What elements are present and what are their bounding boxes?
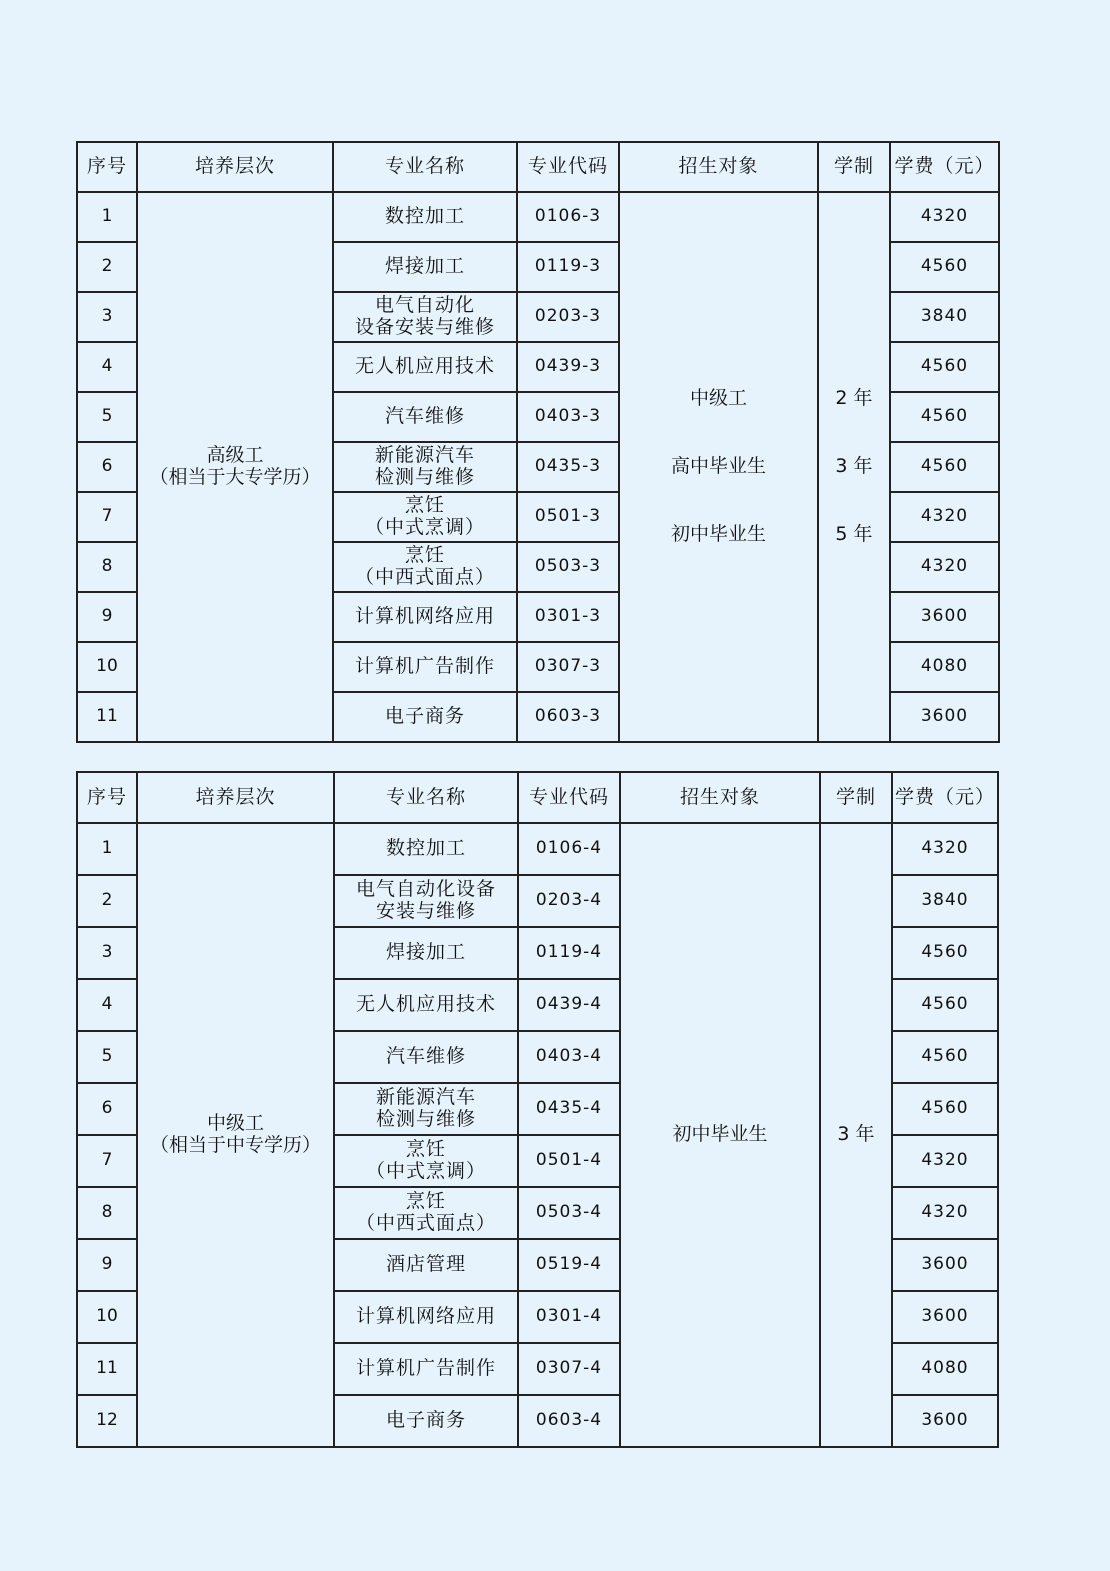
header-major: 专业名称 [334, 772, 518, 823]
major-code: 0203-3 [517, 292, 619, 342]
header-code: 专业代码 [517, 142, 619, 192]
header-major: 专业名称 [333, 142, 517, 192]
major-name-cell [334, 1395, 518, 1447]
major-code: 0603-3 [517, 692, 619, 742]
major-name-cell [333, 392, 517, 442]
tuition-fee: 4560 [890, 392, 999, 442]
major-code: 0435-3 [517, 442, 619, 492]
training-level-line: 高级工 [206, 444, 264, 467]
tuition-fee: 4320 [892, 1135, 998, 1187]
row-number: 1 [77, 823, 137, 875]
major-code: 0301-4 [518, 1291, 620, 1343]
tuition-fee: 4320 [890, 542, 999, 592]
row-number: 6 [77, 1083, 137, 1135]
tuition-fee: 3600 [892, 1395, 998, 1447]
major-name-line: 电气自动化设备 [355, 878, 496, 901]
tuition-fee: 3600 [892, 1291, 998, 1343]
tuition-fee: 3600 [890, 692, 999, 742]
enrollment-target-cell [619, 192, 818, 742]
senior-table-body [77, 192, 999, 742]
major-name-line: 无人机应用技术 [354, 355, 495, 378]
major-name-line: 焊接加工 [385, 941, 466, 964]
row-number: 11 [77, 1343, 137, 1395]
enrollment-target-line: 初中毕业生 [670, 522, 766, 545]
header-duration: 学制 [818, 142, 890, 192]
major-name-line: 无人机应用技术 [355, 993, 496, 1016]
major-code: 0439-3 [517, 342, 619, 392]
row-number: 11 [77, 692, 137, 742]
row-number: 10 [77, 1291, 137, 1343]
major-name-cell [334, 875, 518, 927]
tuition-fee: 3840 [890, 292, 999, 342]
tuition-fee: 3840 [892, 875, 998, 927]
major-code: 0119-3 [517, 242, 619, 292]
major-name-cell [334, 1291, 518, 1343]
row-number: 3 [77, 927, 137, 979]
row-number: 6 [77, 442, 137, 492]
row-number: 7 [77, 492, 137, 542]
major-name-cell [334, 927, 518, 979]
major-code: 0301-3 [517, 592, 619, 642]
major-name-cell [333, 492, 517, 542]
header-duration: 学制 [820, 772, 892, 823]
major-name-cell [334, 1239, 518, 1291]
major-name-line: 焊接加工 [384, 255, 465, 278]
header-fee: 学费（元） [890, 142, 999, 192]
tuition-fee: 4560 [892, 1083, 998, 1135]
major-code: 0106-3 [517, 192, 619, 242]
major-name-line: （中式烹调） [365, 1160, 486, 1182]
major-code: 0519-4 [518, 1239, 620, 1291]
middle-level-fee-table [76, 771, 999, 1448]
header-row [77, 772, 998, 823]
major-name-line: 新能源汽车 [375, 1086, 476, 1109]
major-name-line: 计算机广告制作 [355, 1357, 496, 1380]
major-name-cell [334, 1343, 518, 1395]
major-name-cell [333, 292, 517, 342]
major-name-cell [333, 542, 517, 592]
row-number: 3 [77, 292, 137, 342]
major-name-line: 汽车维修 [384, 405, 465, 428]
major-name-line: 设备安装与维修 [354, 316, 495, 338]
tuition-fee: 4080 [890, 642, 999, 692]
header-level: 培养层次 [137, 772, 334, 823]
row-number: 9 [77, 592, 137, 642]
header-code: 专业代码 [518, 772, 620, 823]
major-name-line: （中西式面点） [355, 1212, 496, 1234]
major-name-cell [333, 192, 517, 242]
tuition-fee: 4320 [892, 823, 998, 875]
major-name-cell [333, 692, 517, 742]
senior-level-fee-table [76, 141, 1000, 743]
major-code: 0403-4 [518, 1031, 620, 1083]
header-seq: 序号 [77, 772, 137, 823]
middle-table-body [77, 823, 998, 1447]
major-name-line: 电子商务 [385, 1409, 466, 1432]
row-number: 8 [77, 1187, 137, 1239]
header-fee: 学费（元） [892, 772, 998, 823]
major-name-cell [334, 1187, 518, 1239]
major-code: 0106-4 [518, 823, 620, 875]
enrollment-target-line: 高中毕业生 [670, 455, 766, 478]
major-name-line: 电子商务 [384, 705, 465, 728]
major-name-cell [333, 342, 517, 392]
major-name-line: 电气自动化 [374, 294, 475, 317]
row-number: 5 [77, 392, 137, 442]
tuition-fee: 3600 [892, 1239, 998, 1291]
row-number: 10 [77, 642, 137, 692]
tuition-fee: 4320 [890, 492, 999, 542]
duration-line: 5 年 [835, 522, 873, 545]
tuition-fee: 4560 [890, 242, 999, 292]
line-gap [620, 410, 817, 456]
line-gap [620, 478, 817, 524]
duration-cell [820, 823, 892, 1447]
major-code: 0203-4 [518, 875, 620, 927]
major-name-line: 烹饪 [404, 544, 445, 567]
row-number: 9 [77, 1239, 137, 1291]
row-number: 8 [77, 542, 137, 592]
training-level-cell [137, 192, 333, 742]
major-name-line: （中西式面点） [354, 566, 495, 588]
major-code: 0435-4 [518, 1083, 620, 1135]
header-seq: 序号 [77, 142, 137, 192]
table-row [77, 192, 999, 242]
duration-line: 2 年 [835, 387, 873, 410]
major-name-line: 计算机网络应用 [355, 1305, 496, 1328]
tuition-fee: 3600 [890, 592, 999, 642]
row-number: 12 [77, 1395, 137, 1447]
tuition-fee: 4560 [892, 979, 998, 1031]
header-target: 招生对象 [619, 142, 818, 192]
major-name-cell [334, 1031, 518, 1083]
tuition-fee: 4560 [892, 1031, 998, 1083]
tuition-fee: 4320 [892, 1187, 998, 1239]
training-level-line: （相当于大专学历） [149, 466, 321, 488]
duration-cell [818, 192, 890, 742]
major-name-line: （中式烹调） [364, 516, 485, 538]
major-name-cell [333, 242, 517, 292]
major-code: 0503-3 [517, 542, 619, 592]
training-level-line: （相当于中专学历） [149, 1134, 321, 1156]
major-name-line: 检测与维修 [374, 466, 475, 488]
major-name-line: 安装与维修 [375, 900, 476, 922]
major-name-line: 酒店管理 [385, 1253, 466, 1276]
major-code: 0439-4 [518, 979, 620, 1031]
tuition-fee: 4320 [890, 192, 999, 242]
tuition-fee: 4560 [890, 342, 999, 392]
row-number: 1 [77, 192, 137, 242]
tuition-fee: 4080 [892, 1343, 998, 1395]
line-gap [819, 478, 889, 524]
major-name-line: 数控加工 [385, 837, 466, 860]
major-name-line: 汽车维修 [385, 1045, 466, 1068]
major-name-cell [334, 1083, 518, 1135]
major-name-line: 烹饪 [405, 1190, 446, 1213]
major-code: 0307-4 [518, 1343, 620, 1395]
major-name-line: 烹饪 [405, 1138, 446, 1161]
enrollment-target-line: 中级工 [689, 387, 747, 410]
major-name-cell [334, 979, 518, 1031]
major-code: 0503-4 [518, 1187, 620, 1239]
major-name-line: 检测与维修 [375, 1108, 476, 1130]
row-number: 4 [77, 342, 137, 392]
major-name-cell [333, 442, 517, 492]
header-row [77, 142, 999, 192]
header-target: 招生对象 [620, 772, 820, 823]
major-code: 0307-3 [517, 642, 619, 692]
major-name-line: 烹饪 [404, 494, 445, 517]
major-name-cell [334, 823, 518, 875]
major-name-cell [333, 642, 517, 692]
table-row [77, 823, 998, 875]
major-name-line: 新能源汽车 [374, 444, 475, 467]
row-number: 5 [77, 1031, 137, 1083]
enrollment-target-cell [620, 823, 820, 1447]
row-number: 7 [77, 1135, 137, 1187]
major-name-line: 计算机广告制作 [354, 655, 495, 678]
header-level: 培养层次 [137, 142, 333, 192]
major-name-cell [333, 592, 517, 642]
major-code: 0403-3 [517, 392, 619, 442]
major-code: 0603-4 [518, 1395, 620, 1447]
major-code: 0501-4 [518, 1135, 620, 1187]
training-level-line: 中级工 [206, 1112, 264, 1135]
duration-line: 3 年 [837, 1123, 875, 1146]
training-level-cell [137, 823, 334, 1447]
major-name-line: 计算机网络应用 [354, 605, 495, 628]
line-gap [819, 410, 889, 456]
major-code: 0119-4 [518, 927, 620, 979]
major-code: 0501-3 [517, 492, 619, 542]
major-name-line: 数控加工 [384, 205, 465, 228]
row-number: 2 [77, 242, 137, 292]
row-number: 2 [77, 875, 137, 927]
duration-line: 3 年 [835, 455, 873, 478]
tuition-fee: 4560 [890, 442, 999, 492]
major-name-cell [334, 1135, 518, 1187]
row-number: 4 [77, 979, 137, 1031]
tuition-fee: 4560 [892, 927, 998, 979]
enrollment-target-line: 初中毕业生 [672, 1123, 768, 1146]
